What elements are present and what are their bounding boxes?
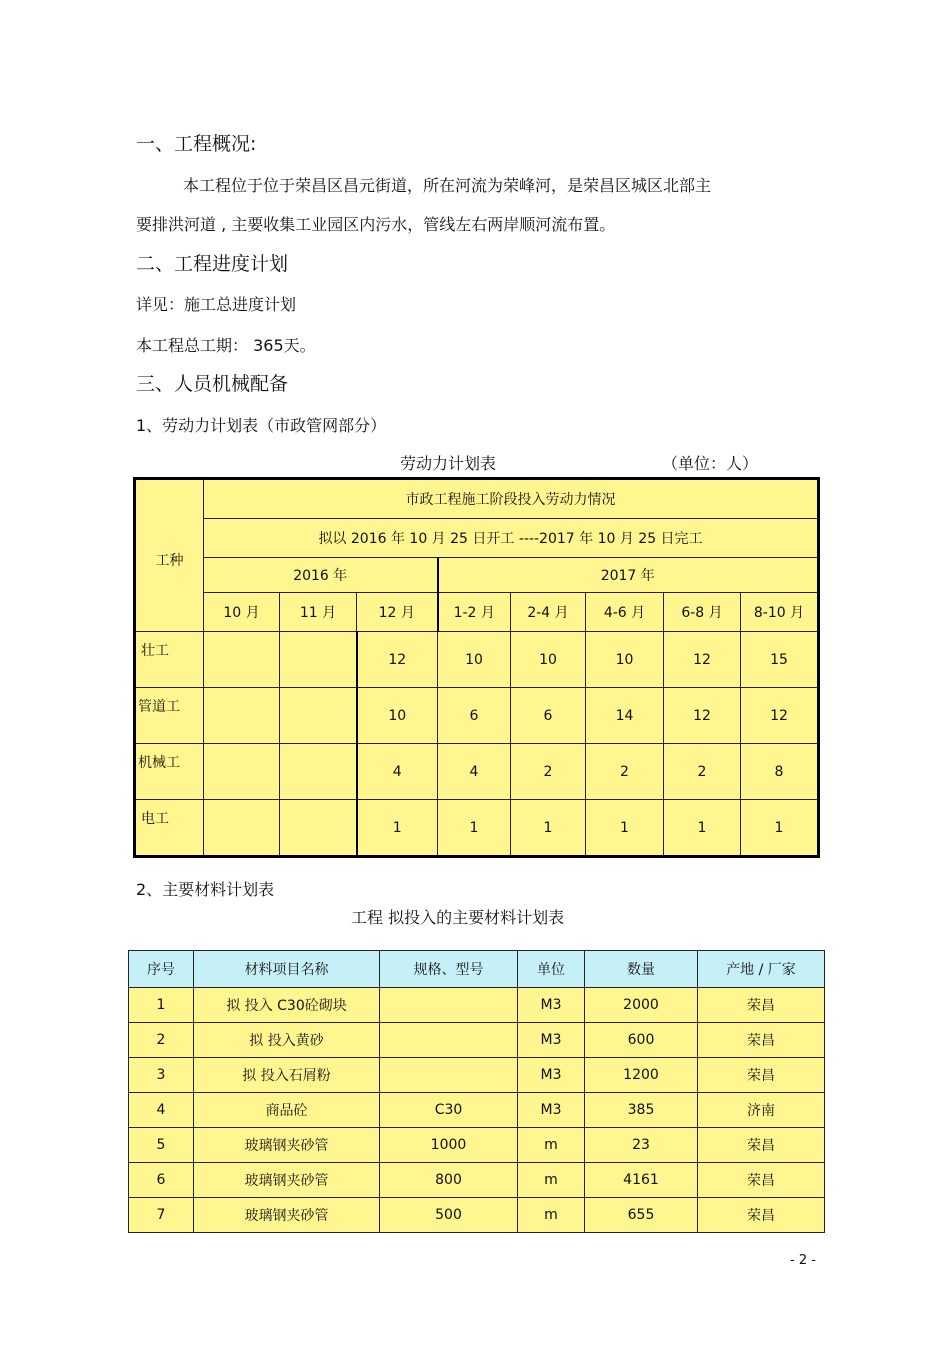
labor-cell (204, 688, 280, 744)
table-header-row (129, 951, 825, 988)
table-cell: 荣昌 (698, 1023, 825, 1058)
table-cell (380, 1058, 518, 1093)
table-cell: 600 (585, 1023, 698, 1058)
table-row (129, 1093, 825, 1128)
table-row (135, 744, 819, 800)
table-cell: 荣昌 (698, 1198, 825, 1233)
labor-cell: 1 (664, 800, 741, 857)
labor-cell: 14 (586, 688, 664, 744)
column-header: 单位 (518, 951, 585, 988)
month-header: 2-4 月 (511, 593, 586, 632)
month-header: 6-8 月 (664, 593, 741, 632)
labor-cell: 1 (586, 800, 664, 857)
column-header: 数量 (585, 951, 698, 988)
labor-cell: 12 (664, 688, 741, 744)
year-2016-header: 2016 年 (204, 558, 438, 593)
table-row (129, 1198, 825, 1233)
labor-cell: 6 (511, 688, 586, 744)
table-cell: 荣昌 (698, 1163, 825, 1198)
trade-name: 管道工 (135, 688, 204, 744)
trade-name: 电工 (135, 800, 204, 857)
table-cell: 1200 (585, 1058, 698, 1093)
labor-cell: 1 (741, 800, 819, 857)
table-cell: 拟 投入石屑粉 (194, 1058, 380, 1093)
labor-cell: 12 (664, 632, 741, 688)
labor-cell: 15 (741, 632, 819, 688)
table-row (135, 688, 819, 744)
labor-cell (204, 632, 280, 688)
table-cell: 玻璃钢夹砂管 (194, 1163, 380, 1198)
table-cell: 500 (380, 1198, 518, 1233)
year-2017-header: 2017 年 (438, 558, 819, 593)
table-cell: M3 (518, 1058, 585, 1093)
month-header: 4-6 月 (586, 593, 664, 632)
labor-cell: 10 (357, 688, 438, 744)
trade-name: 壮工 (135, 632, 204, 688)
labor-cell: 4 (357, 744, 438, 800)
labor-cell: 10 (438, 632, 511, 688)
table-cell: m (518, 1163, 585, 1198)
table-cell: 6 (129, 1163, 194, 1198)
table-cell: 商品砼 (194, 1093, 380, 1128)
schedule-detail: 详见：施工总进度计划 (136, 295, 297, 314)
column-header: 序号 (129, 951, 194, 988)
labor-table-title: 劳动力计划表 (400, 454, 497, 473)
labor-cell: 10 (586, 632, 664, 688)
column-header: 材料项目名称 (194, 951, 380, 988)
labor-cell (204, 800, 280, 857)
labor-cell: 2 (586, 744, 664, 800)
table-cell: 655 (585, 1198, 698, 1233)
material-table (128, 950, 825, 1233)
table-cell: m (518, 1128, 585, 1163)
table-cell: m (518, 1198, 585, 1233)
table-cell: 拟 投入黄砂 (194, 1023, 380, 1058)
labor-cell (204, 744, 280, 800)
labor-cell: 6 (438, 688, 511, 744)
table-cell: 1 (129, 988, 194, 1023)
table-row (135, 800, 819, 857)
column-header: 规格、型号 (380, 951, 518, 988)
table-row (135, 632, 819, 688)
labor-cell (280, 744, 357, 800)
table-cell: 4 (129, 1093, 194, 1128)
month-header: 1-2 月 (438, 593, 511, 632)
table-cell: M3 (518, 1093, 585, 1128)
table-cell: 4161 (585, 1163, 698, 1198)
table-cell: 7 (129, 1198, 194, 1233)
page-number: - 2 - (790, 1253, 816, 1268)
table-cell: M3 (518, 988, 585, 1023)
table-cell: 荣昌 (698, 988, 825, 1023)
table-cell: 荣昌 (698, 1058, 825, 1093)
subsection-labor: 1、劳动力计划表（市政管网部分） (136, 416, 387, 435)
table-row (129, 1163, 825, 1198)
labor-table (133, 477, 820, 858)
labor-table-unit: （单位：人） (662, 454, 759, 473)
month-header: 10 月 (204, 593, 280, 632)
overview-line-1: 本工程位于位于荣昌区昌元街道，所在河流为荣峰河，是荣昌区城区北部主 (183, 176, 712, 195)
table-row (129, 1128, 825, 1163)
labor-cell: 1 (438, 800, 511, 857)
trade-header: 工种 (135, 479, 204, 632)
table-cell: 385 (585, 1093, 698, 1128)
overview-line-2: 要排洪河道 , 主要收集工业园区内污水，管线左右两岸顺河流布置。 (136, 215, 616, 234)
total-duration: 本工程总工期： 365天。 (136, 336, 316, 355)
month-header: 12 月 (357, 593, 438, 632)
labor-cell: 1 (511, 800, 586, 857)
table-cell: 济南 (698, 1093, 825, 1128)
table-cell: 5 (129, 1128, 194, 1163)
table-cell: 荣昌 (698, 1128, 825, 1163)
material-table-title: 工程 拟投入的主要材料计划表 (351, 908, 565, 927)
table-row (129, 1023, 825, 1058)
labor-cell: 12 (357, 632, 438, 688)
month-header: 11 月 (280, 593, 357, 632)
column-header: 产地 / 厂家 (698, 951, 825, 988)
table-cell: 1000 (380, 1128, 518, 1163)
labor-cell: 1 (357, 800, 438, 857)
labor-header-period: 拟以 2016 年 10 月 25 日开工 ----2017 年 10 月 25 日完工 (204, 519, 819, 558)
labor-cell: 12 (741, 688, 819, 744)
labor-cell (280, 800, 357, 857)
labor-cell: 2 (511, 744, 586, 800)
labor-cell: 8 (741, 744, 819, 800)
labor-cell: 4 (438, 744, 511, 800)
table-row (129, 1058, 825, 1093)
section-1-title: 一、工程概况: (136, 133, 257, 155)
section-2-title: 二、工程进度计划 (136, 253, 289, 275)
table-cell (380, 988, 518, 1023)
table-cell: C30 (380, 1093, 518, 1128)
table-cell: 3 (129, 1058, 194, 1093)
labor-cell (280, 632, 357, 688)
table-cell: 2000 (585, 988, 698, 1023)
table-cell: 2 (129, 1023, 194, 1058)
labor-cell: 2 (664, 744, 741, 800)
table-cell: 23 (585, 1128, 698, 1163)
table-cell: M3 (518, 1023, 585, 1058)
trade-name: 机械工 (135, 744, 204, 800)
labor-cell: 10 (511, 632, 586, 688)
section-3-title: 三、人员机械配备 (136, 373, 289, 395)
labor-header-main: 市政工程施工阶段投入劳动力情况 (204, 479, 819, 519)
table-row (129, 988, 825, 1023)
table-cell (380, 1023, 518, 1058)
table-cell: 拟 投入 C30砼砌块 (194, 988, 380, 1023)
month-header: 8-10 月 (741, 593, 819, 632)
labor-cell (280, 688, 357, 744)
subsection-materials: 2、主要材料计划表 (136, 880, 275, 899)
table-cell: 玻璃钢夹砂管 (194, 1198, 380, 1233)
table-cell: 玻璃钢夹砂管 (194, 1128, 380, 1163)
table-cell: 800 (380, 1163, 518, 1198)
